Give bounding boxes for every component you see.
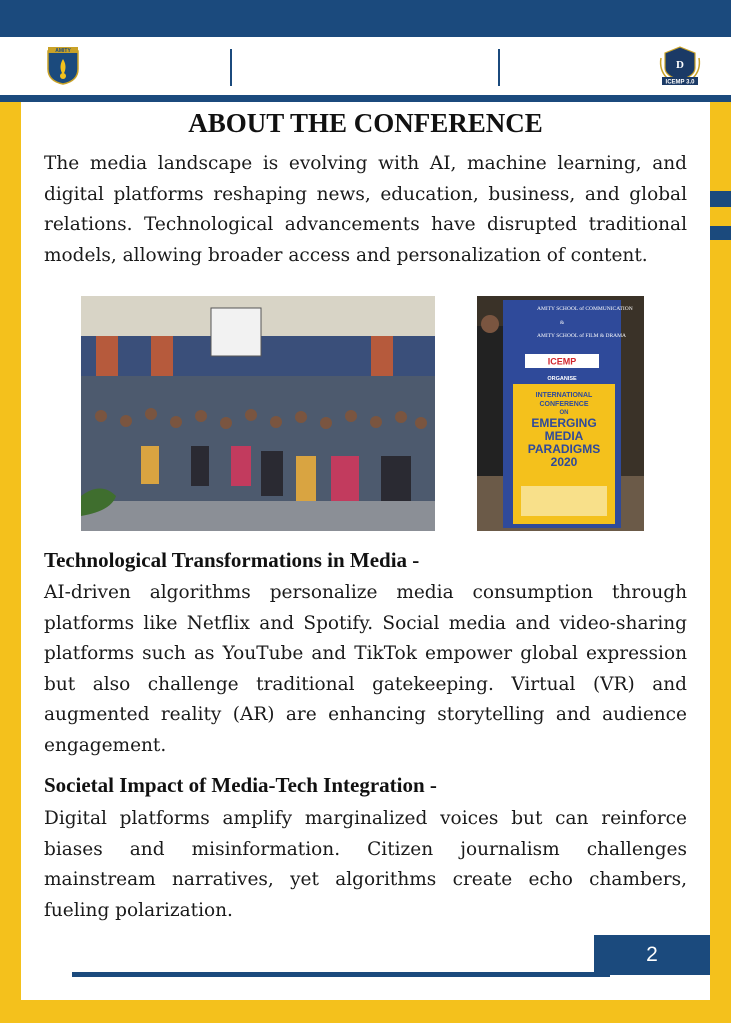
intro-paragraph: The media landscape is evolving with AI, machine learning, and digital platforms reshaping news, education, business, and global relations. Technological advancements have disrupted traditional models, allowing broader access and personalization of content. xyxy=(44,153,687,266)
header-rule xyxy=(0,95,731,102)
header-divider xyxy=(230,49,232,86)
section-body: Digital platforms amplify marginalized voices but can reinforce biases and misinformation. Citizen journalism challenges mainstream narratives, yet algorithms create echo chambers, fueling polarization. xyxy=(44,808,687,921)
svg-text:INTERNATIONAL: INTERNATIONAL xyxy=(535,392,593,399)
amity-logo xyxy=(46,45,80,85)
right-side-tab xyxy=(710,191,731,207)
svg-text:PARADIGMS: PARADIGMS xyxy=(527,442,601,456)
icemp-logo-text: ICEMP 3.0 xyxy=(665,79,695,86)
top-band xyxy=(0,0,731,37)
svg-text:AMITY SCHOOL of COMMUNICATION: AMITY SCHOOL of COMMUNICATION xyxy=(537,306,633,312)
header-strip xyxy=(0,37,731,95)
bottom-rule xyxy=(72,972,610,977)
page-title: ABOUT THE CONFERENCE xyxy=(188,108,543,138)
header-divider xyxy=(498,49,500,86)
section-heading: Technological Transformations in Media - xyxy=(44,548,420,572)
left-side-bar xyxy=(0,102,21,1000)
svg-text:MEDIA: MEDIA xyxy=(544,429,584,443)
svg-text:EMERGING: EMERGING xyxy=(531,416,597,430)
svg-text:ORGANISE: ORGANISE xyxy=(547,376,577,382)
page-number: 2 xyxy=(594,935,710,975)
bottom-band xyxy=(0,1000,731,1023)
icemp-logo xyxy=(657,44,703,86)
right-side-tab xyxy=(710,226,731,240)
svg-text:AMITY SCHOOL of FILM & DRAMA: AMITY SCHOOL of FILM & DRAMA xyxy=(537,333,626,339)
section-body: AI-driven algorithms personalize media consumption through platforms like Netflix and Spotify. Social media and video-sharing platforms such as YouTube and TikTok empower global expression but also challenge traditional gatekeeping. Virtual (VR) and augmented reality (AR) are enhancing storytelling and audience engagement. xyxy=(44,582,687,756)
section-heading: Societal Impact of Media-Tech Integration - xyxy=(44,773,437,797)
svg-text:&: & xyxy=(559,320,565,326)
svg-text:2020: 2020 xyxy=(550,455,578,469)
svg-text:ICEMP: ICEMP xyxy=(547,356,577,367)
auditorium-audience-photo xyxy=(81,296,435,531)
amity-logo-text: AMITY xyxy=(55,48,71,54)
svg-text:D: D xyxy=(676,59,684,71)
conference-banner-photo xyxy=(477,296,644,531)
svg-text:CONFERENCE: CONFERENCE xyxy=(539,401,589,408)
svg-text:ON: ON xyxy=(559,410,569,416)
